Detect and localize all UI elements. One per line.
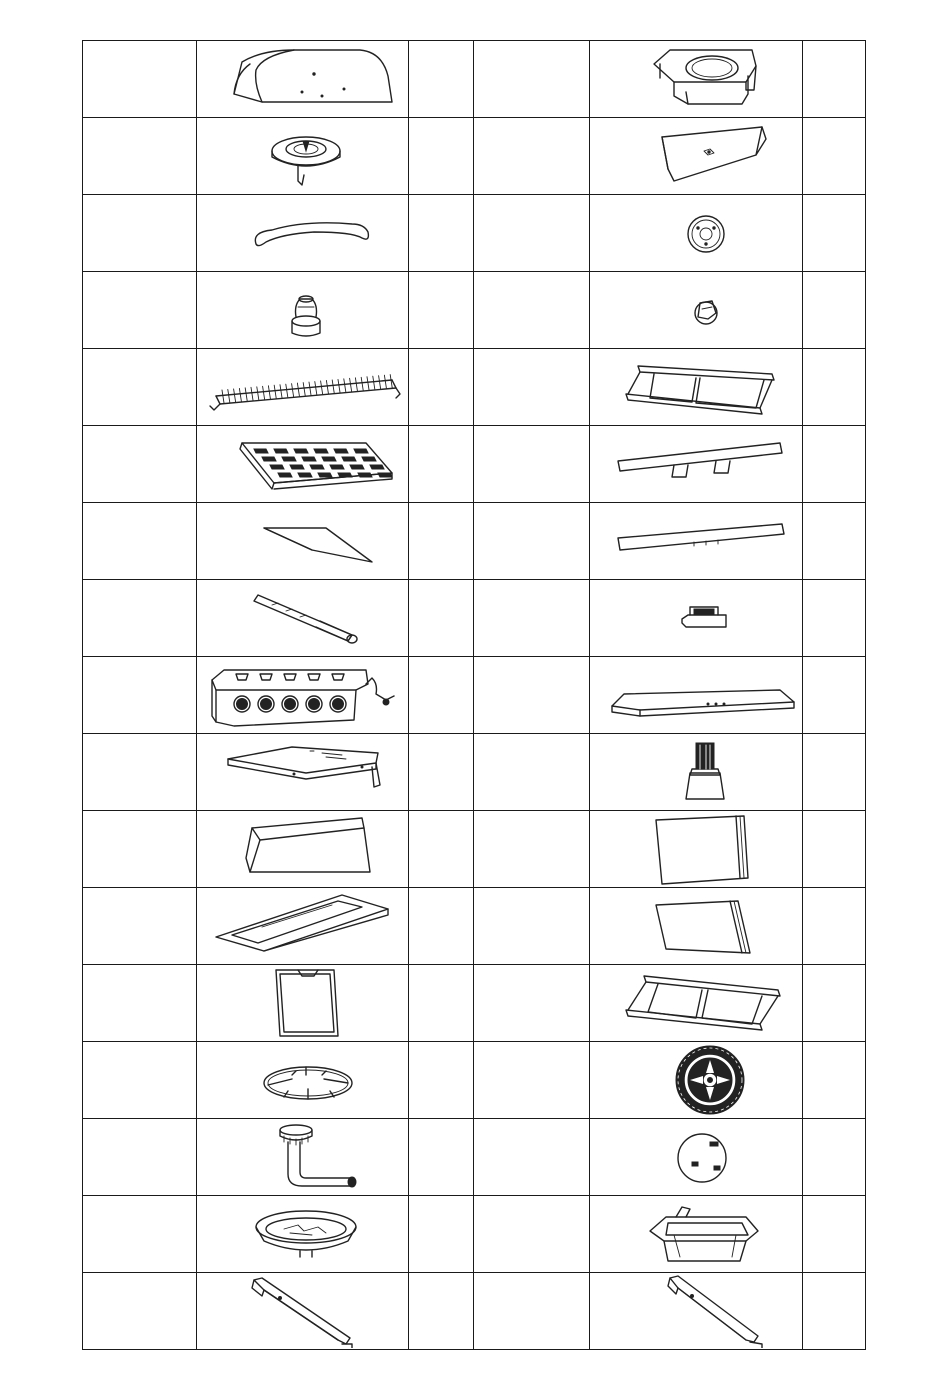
part-qty-cell (409, 580, 474, 657)
part-qty-cell (802, 1273, 865, 1350)
part-number-cell (474, 1119, 590, 1196)
table-row (83, 1119, 866, 1196)
table-row (83, 1273, 866, 1350)
part-image-cell (590, 1042, 802, 1119)
burner-bowl-icon (202, 1199, 402, 1269)
part-number-cell (474, 811, 590, 888)
burner-tube-icon (202, 583, 402, 653)
back-panel-bar-icon (596, 504, 796, 578)
part-image-cell (590, 118, 802, 195)
part-number-cell (83, 811, 197, 888)
part-qty-cell (409, 965, 474, 1042)
control-panel-icon (596, 119, 796, 193)
lid-hood-icon (202, 44, 402, 114)
support-bracket-left-icon (202, 1274, 402, 1348)
part-qty-cell (409, 349, 474, 426)
part-qty-cell (409, 811, 474, 888)
grease-cup-icon (596, 1197, 796, 1271)
table-row (83, 580, 866, 657)
part-number-cell (474, 41, 590, 118)
table-row (83, 1042, 866, 1119)
part-image-cell (590, 1119, 802, 1196)
table-row (83, 426, 866, 503)
part-qty-cell (409, 1196, 474, 1273)
part-number-cell (474, 965, 590, 1042)
part-number-cell (83, 1119, 197, 1196)
part-number-cell (474, 1042, 590, 1119)
table-row (83, 888, 866, 965)
side-frame-right-icon (596, 966, 796, 1040)
part-image-cell (590, 734, 802, 811)
part-qty-cell (409, 41, 474, 118)
part-number-cell (474, 1273, 590, 1350)
parts-table (82, 40, 866, 1350)
part-number-cell (474, 657, 590, 734)
part-image-cell (196, 1119, 408, 1196)
table-row (83, 657, 866, 734)
warming-rack-icon (200, 352, 404, 422)
part-qty-cell (802, 1042, 865, 1119)
part-image-cell (590, 195, 802, 272)
part-qty-cell (802, 580, 865, 657)
control-bezel-icon (596, 196, 796, 270)
part-number-cell (83, 734, 197, 811)
part-image-cell (196, 965, 408, 1042)
part-qty-cell (802, 811, 865, 888)
part-image-cell (590, 1196, 802, 1273)
part-number-cell (83, 1042, 197, 1119)
part-qty-cell (802, 888, 865, 965)
part-number-cell (83, 118, 197, 195)
door-panel-large-icon (596, 812, 796, 886)
control-knob-icon (202, 275, 402, 345)
part-image-cell (196, 426, 408, 503)
part-number-cell (83, 888, 197, 965)
part-image-cell (590, 41, 802, 118)
leg-support-icon (596, 735, 796, 809)
part-number-cell (83, 349, 197, 426)
part-number-cell (83, 657, 197, 734)
part-qty-cell (802, 195, 865, 272)
part-qty-cell (409, 272, 474, 349)
part-image-cell (196, 349, 408, 426)
part-number-cell (83, 426, 197, 503)
part-number-cell (474, 1196, 590, 1273)
cooking-grate-icon (202, 429, 402, 499)
table-row (83, 503, 866, 580)
part-number-cell (474, 272, 590, 349)
part-qty-cell (802, 1196, 865, 1273)
part-number-cell (83, 580, 197, 657)
part-qty-cell (409, 657, 474, 734)
side-frame-left-icon (596, 350, 796, 424)
part-number-cell (83, 1196, 197, 1273)
side-burner-knob-icon (596, 273, 796, 347)
burner-grate-icon (202, 1045, 402, 1115)
part-qty-cell (802, 965, 865, 1042)
table-row (83, 349, 866, 426)
part-qty-cell (802, 734, 865, 811)
part-number-cell (83, 965, 197, 1042)
bottom-shelf-icon (596, 658, 796, 732)
part-qty-cell (409, 1273, 474, 1350)
table-row (83, 118, 866, 195)
handle-icon (202, 198, 402, 268)
part-image-cell (196, 734, 408, 811)
firebox-icon (200, 660, 404, 730)
part-qty-cell (802, 272, 865, 349)
door-panel-small-icon (596, 889, 796, 963)
part-qty-cell (802, 349, 865, 426)
part-image-cell (590, 657, 802, 734)
part-image-cell (196, 195, 408, 272)
part-qty-cell (409, 118, 474, 195)
part-image-cell (590, 888, 802, 965)
part-image-cell (590, 349, 802, 426)
part-qty-cell (409, 888, 474, 965)
part-image-cell (590, 426, 802, 503)
part-number-cell (83, 272, 197, 349)
part-image-cell (590, 272, 802, 349)
part-number-cell (83, 41, 197, 118)
part-qty-cell (409, 426, 474, 503)
part-qty-cell (802, 657, 865, 734)
part-image-cell (196, 1273, 408, 1350)
table-row (83, 1196, 866, 1273)
table-row (83, 811, 866, 888)
part-image-cell (196, 580, 408, 657)
bracket-icon (596, 581, 796, 655)
part-image-cell (196, 1196, 408, 1273)
part-qty-cell (802, 1119, 865, 1196)
side-burner-lid-icon (202, 966, 402, 1040)
part-image-cell (196, 118, 408, 195)
table-row (83, 965, 866, 1042)
burner-pipe-icon (202, 1120, 402, 1194)
table-row (83, 41, 866, 118)
heat-shield-disc-icon (596, 1120, 796, 1194)
part-number-cell (474, 888, 590, 965)
part-qty-cell (802, 118, 865, 195)
part-image-cell (590, 965, 802, 1042)
part-qty-cell (802, 503, 865, 580)
cross-brace-icon (596, 427, 796, 501)
grease-tray-icon (202, 891, 402, 961)
part-qty-cell (409, 195, 474, 272)
part-number-cell (474, 195, 590, 272)
part-image-cell (590, 811, 802, 888)
part-number-cell (474, 734, 590, 811)
table-row (83, 272, 866, 349)
part-image-cell (196, 272, 408, 349)
part-image-cell (196, 41, 408, 118)
part-number-cell (83, 195, 197, 272)
part-image-cell (590, 503, 802, 580)
part-number-cell (474, 580, 590, 657)
support-bracket-right-icon (596, 1274, 796, 1348)
part-qty-cell (409, 503, 474, 580)
part-number-cell (474, 426, 590, 503)
part-image-cell (590, 1273, 802, 1350)
part-qty-cell (409, 734, 474, 811)
wheel-icon (596, 1042, 796, 1118)
part-number-cell (83, 503, 197, 580)
part-image-cell (196, 503, 408, 580)
part-number-cell (474, 349, 590, 426)
part-number-cell (474, 503, 590, 580)
side-burner-frame-icon (596, 42, 796, 116)
part-qty-cell (409, 1042, 474, 1119)
part-image-cell (590, 580, 802, 657)
part-qty-cell (802, 426, 865, 503)
part-number-cell (83, 1273, 197, 1350)
flame-tamer-icon (202, 506, 402, 576)
part-qty-cell (409, 1119, 474, 1196)
part-image-cell (196, 657, 408, 734)
part-image-cell (196, 1042, 408, 1119)
side-burner-icon (202, 121, 402, 191)
part-image-cell (196, 888, 408, 965)
side-shelf-panel-icon (202, 814, 402, 884)
part-image-cell (196, 811, 408, 888)
table-row (83, 195, 866, 272)
part-qty-cell (802, 41, 865, 118)
side-table-icon (202, 737, 402, 807)
table-row (83, 734, 866, 811)
part-number-cell (474, 118, 590, 195)
